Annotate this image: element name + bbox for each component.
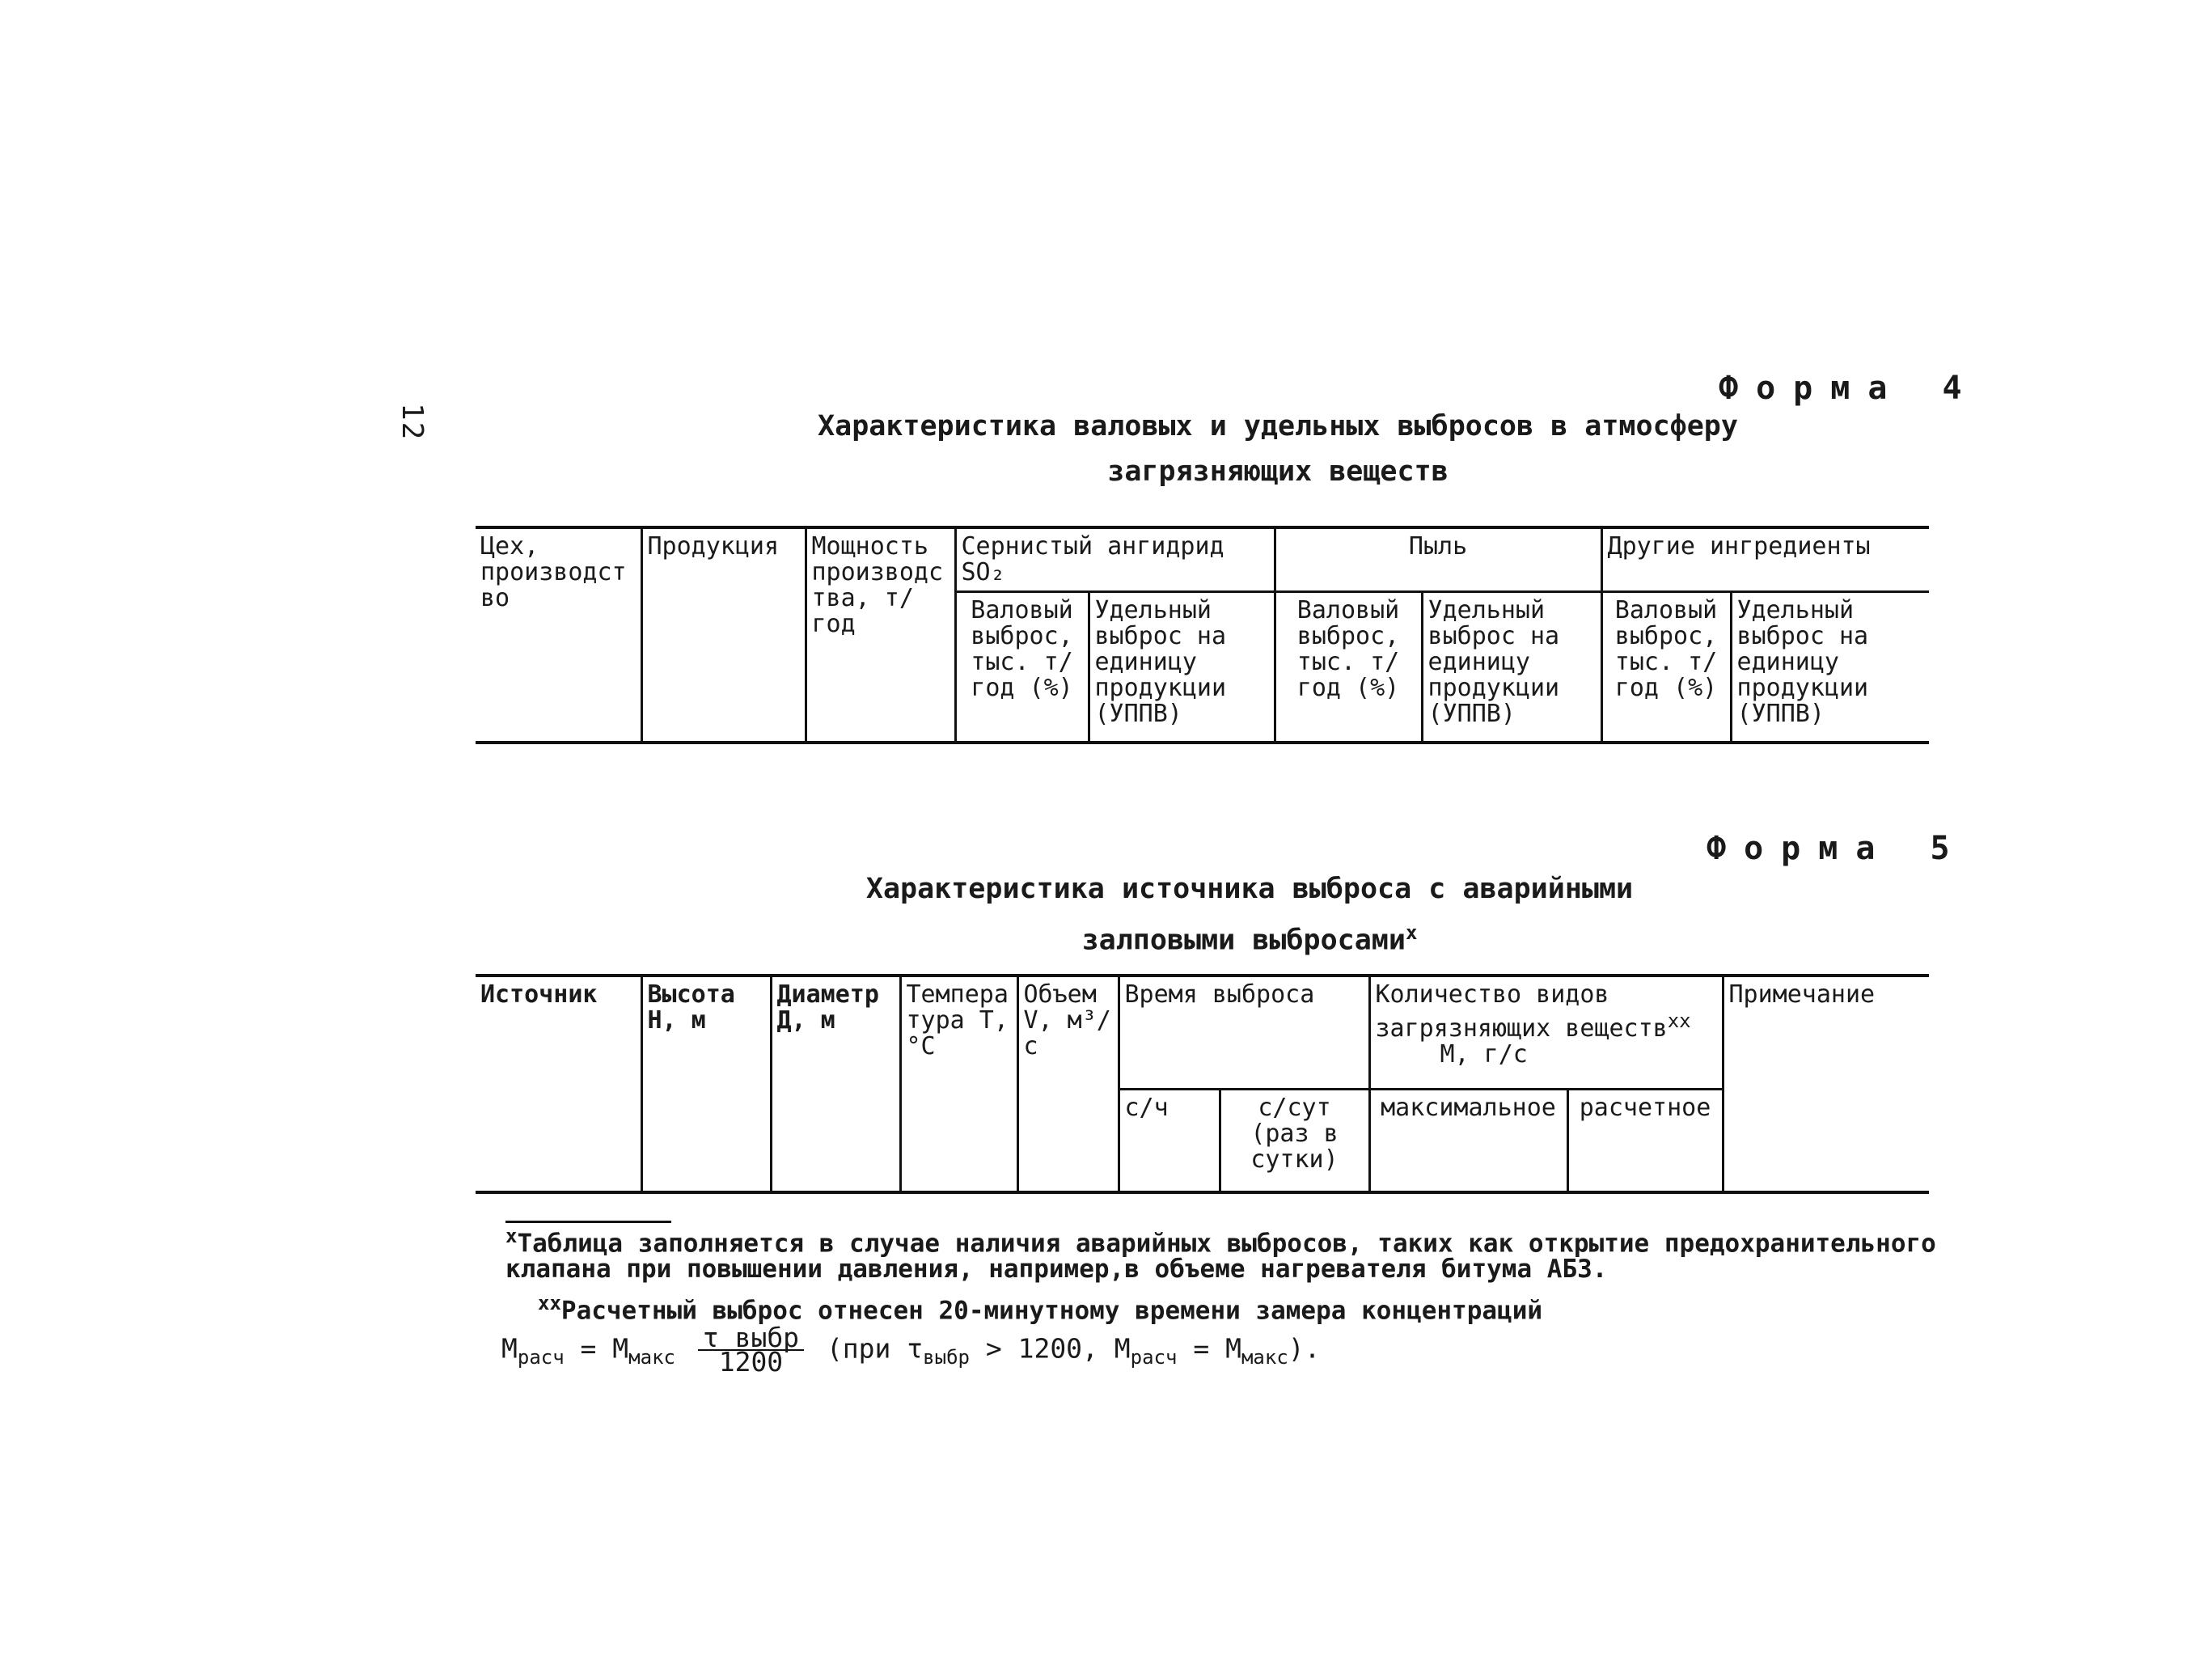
header-dust-gross: Валовый выброс, тыс. т/год (%) [1275,592,1422,743]
footnote-1-mark: х [505,1225,518,1247]
header-quantity [1369,976,1723,1089]
formula-m3: М [1225,1332,1241,1365]
formula-lhs: М [501,1332,518,1365]
header-temperature: Температура Т, °С [900,976,1017,1192]
formula-eq2: = [1193,1332,1210,1365]
form5-label: Форма 5 [1707,830,1968,867]
header-shop: Цех, производство [476,527,641,743]
footnote-2 [538,1290,1994,1326]
formula-m: М [612,1332,629,1365]
quantity-mark: хх [1667,1010,1691,1032]
formula-numerator: τ выбр [698,1327,804,1351]
header-other: Другие ингредиенты [1601,527,1929,592]
formula-tau-sub: выбр [923,1346,970,1369]
form4-title-line1: Характеристика валовых и удельных выбросов в атмосферу [818,410,1738,442]
form4-label: Форма 4 [1719,370,1980,407]
header-other-specific: Удельный выброс на единицу продукции (УППВ) [1731,592,1929,743]
formula-m-sub: макс [628,1346,675,1369]
footnote-2-text: Расчетный выброс отнесен 20-минутному времени замера концентраций [560,1296,1543,1326]
header-volume: Объем V, м³/с [1017,976,1119,1192]
header-capacity: Мощность производства, т/год [806,527,955,743]
header-source: Источник [476,976,641,1192]
form5-title-text: залповыми выбросами [1081,924,1406,957]
header-time-hour: с/ч [1119,1089,1220,1192]
formula-denominator: 1200 [718,1346,784,1378]
footnote-2-mark: хх [538,1292,561,1314]
header-so2-gross: Валовый выброс, тыс. т/год (%) [955,592,1089,743]
formula-close: ). [1288,1332,1321,1365]
formula-gt: > 1200, [985,1332,1098,1365]
header-so2-specific: Удельный выброс на единицу продукции (УППВ) [1089,592,1275,743]
formula-cond-open: (при [826,1332,891,1365]
page-number: 12 [395,403,429,442]
formula-eq: = [580,1332,597,1365]
header-calc: расчетное [1567,1089,1723,1192]
formula-tau: τ [907,1332,924,1365]
form4-title-line2: загрязняющих веществ [1107,455,1449,488]
form5-title-line1: Характеристика источника выброса с аварийными [865,873,1634,905]
header-so2: Сернистый ангидрид SO₂ [955,527,1275,592]
header-note: Примечание [1723,976,1929,1192]
header-dust-specific: Удельный выброс на единицу продукции (УППВ) [1422,592,1601,743]
formula [501,1322,1321,1378]
form4-table [476,526,1929,744]
header-time: Время выброса [1119,976,1369,1089]
footnote-1-text: Таблица заполняется в случае наличия аварийных выбросов, таких как открытие предохранительного клапана при повышении давления, например,в объеме нагревателя битума АБЗ. [505,1229,1936,1285]
form5-table [476,974,1929,1194]
formula-m2-sub: расч [1130,1346,1178,1369]
form5-title-mark: х [1405,921,1418,944]
quantity-label: Количество видов загрязняющих веществ [1375,980,1668,1043]
header-other-gross: Валовый выброс, тыс. т/год (%) [1601,592,1731,743]
formula-m3-sub: макс [1241,1346,1288,1369]
header-product: Продукция [641,527,806,743]
header-diameter: Диаметр Д, м [771,976,900,1192]
formula-fraction [698,1322,804,1378]
formula-m2: М [1114,1332,1131,1365]
quantity-unit: М, г/с [1440,1040,1528,1069]
header-height: Высота Н, м [641,976,771,1192]
footnote-1 [505,1223,2010,1285]
formula-lhs-sub: расч [517,1346,565,1369]
form5-title-line2 [793,911,1707,963]
header-time-day: с/сут (раз в сутки) [1220,1089,1369,1192]
header-dust: Пыль [1275,527,1601,592]
header-max: максимальное [1369,1089,1567,1192]
